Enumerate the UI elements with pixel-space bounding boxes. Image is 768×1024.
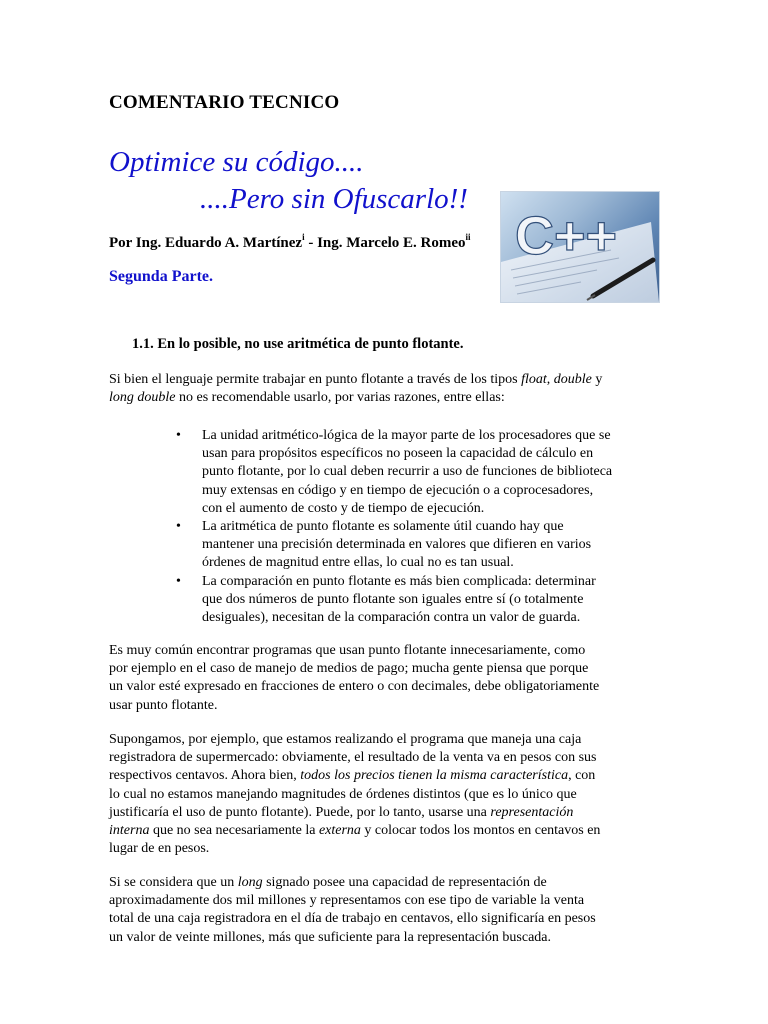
emphasis-text: representación xyxy=(490,804,574,820)
section-heading: 1.1. En lo posible, no use aritmética de punto flotante. xyxy=(132,336,464,352)
bullet-list xyxy=(176,427,666,627)
text-line: órdenes de magnitud entre ellas, lo cual no es tan usual. xyxy=(202,555,514,571)
text-run: un valor de veinte millones, más que suficiente para la representación buscada. xyxy=(109,929,551,945)
paragraph-4 xyxy=(109,874,669,947)
text-run: Supongamos, por ejemplo, que estamos realizando el programa que maneja una caja xyxy=(109,732,582,747)
text-line xyxy=(109,786,669,804)
footnote-ref-1[interactable]: i xyxy=(302,232,305,242)
text-line: Es muy común encontrar programas que usan punto flotante innecesariamente, como xyxy=(109,643,586,658)
text-run: respectivos centavos. Ahora bien, xyxy=(109,768,301,784)
emphasis-text: todos los precios tienen la misma característica xyxy=(300,768,569,784)
bullet-item xyxy=(176,573,666,628)
document-heading: COMENTARIO TECNICO xyxy=(109,92,340,113)
bullet-icon: • xyxy=(176,428,181,443)
text-run: aproximadamente dos mil millones y representamos con ese tipo de variable la venta xyxy=(109,893,585,909)
text-line xyxy=(109,910,669,928)
text-line: un valor esté expresado en fracciones de entero o con decimales, debe obligatoriamente xyxy=(109,679,600,695)
title-line-1: Optimice su código.... xyxy=(109,146,364,178)
text-line xyxy=(109,892,669,910)
text-line: que dos números de punto flotante son iguales entre sí (o totalmente xyxy=(202,591,584,607)
text-run: lugar de en pesos. xyxy=(109,841,210,857)
emphasis-text: long double xyxy=(109,390,176,406)
text-line xyxy=(109,389,669,407)
text-line: usar punto flotante. xyxy=(109,697,218,713)
text-run: , con xyxy=(568,768,596,784)
text-line xyxy=(109,749,669,767)
text-line: desiguales), necesitan de la comparación contra un valor de guarda. xyxy=(202,610,581,626)
text-run: total de una caja registradora en el día de trabajo en centavos, ello significaría en pesos xyxy=(109,911,596,927)
text-line: mantener una precisión determinada en valores que difieren en varios xyxy=(202,537,592,553)
authors-line xyxy=(109,232,471,252)
text-line: La unidad aritmético-lógica de la mayor parte de los procesadores que se xyxy=(202,428,611,443)
text-line xyxy=(109,371,669,389)
text-line: punto flotante, por lo cual deben recurrir a uso de funciones de biblioteca xyxy=(202,464,613,480)
title-line-2: ....Pero sin Ofuscarlo!! xyxy=(200,183,468,215)
emphasis-text: interna xyxy=(109,823,150,839)
text-line xyxy=(109,731,669,749)
text-run: y colocar todos los montos en centavos en xyxy=(360,823,601,839)
cpp-logo-pen-icon xyxy=(500,191,660,303)
text-run: no es recomendable usarlo, por varias razones, entre ellas: xyxy=(175,390,505,406)
text-line xyxy=(109,929,669,947)
bullet-item xyxy=(176,518,666,573)
text-line xyxy=(109,822,669,840)
text-run: lo cual no estamos manejando magnitudes de órdenes distintos (que es lo único que xyxy=(109,786,577,802)
footnote-ref-2[interactable]: ii xyxy=(465,232,471,242)
author-1: Por Ing. Eduardo A. Martínez xyxy=(109,235,303,251)
text-run: Si bien el lenguaje permite trabajar en punto flotante a través de los tipos xyxy=(109,372,522,387)
emphasis-text: double xyxy=(553,372,592,387)
text-line: con el aumento de costo y de tiempo de ejecución. xyxy=(202,500,485,516)
text-run: justificaría el uso de punto flotante). Puede, por lo tanto, usarse una xyxy=(109,804,491,820)
text-line xyxy=(109,840,669,858)
text-run: y xyxy=(591,372,603,387)
logo-text: C++ xyxy=(515,206,618,266)
text-line: usan para propósitos específicos no poseen la capacidad de cálculo en xyxy=(202,446,594,462)
emphasis-text: float xyxy=(521,372,547,387)
text-run: que no sea necesariamente la xyxy=(149,823,319,839)
paragraph-intro xyxy=(109,371,669,407)
text-run: , xyxy=(546,372,554,387)
text-line: muy extensas en código y en tiempo de ejecución o a coprocesadores, xyxy=(202,482,594,498)
paragraph-2 xyxy=(109,642,669,715)
text-run: registradora de supermercado: obviamente, el resultado de la venta va en pesos con sus xyxy=(109,750,597,766)
text-run: Si se considera que un xyxy=(109,875,238,890)
text-line xyxy=(109,804,669,822)
text-line: La aritmética de punto flotante es solamente útil cuando hay que xyxy=(202,519,564,535)
author-2: - Ing. Marcelo E. Romeo xyxy=(304,235,466,251)
text-line xyxy=(109,874,669,892)
subtitle: Segunda Parte. xyxy=(109,268,213,285)
bullet-icon: • xyxy=(176,519,181,535)
text-line xyxy=(109,767,669,785)
text-line: La comparación en punto flotante es más bien complicada: determinar xyxy=(202,573,596,589)
emphasis-text: externa xyxy=(318,823,361,839)
emphasis-text: long xyxy=(237,875,263,890)
text-line: por ejemplo en el caso de manejo de medios de pago; mucha gente piensa que porque xyxy=(109,661,589,677)
bullet-icon: • xyxy=(176,573,181,589)
text-run: signado posee una capacidad de representación de xyxy=(262,875,547,890)
paragraph-3 xyxy=(109,731,669,858)
bullet-item xyxy=(176,427,666,518)
